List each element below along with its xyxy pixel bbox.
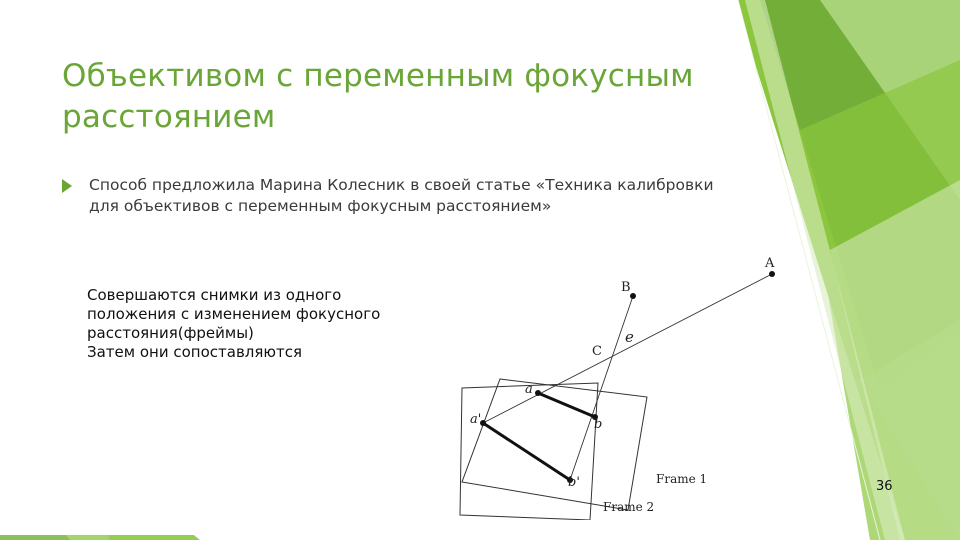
label-C: C xyxy=(592,344,602,359)
segment-a-b xyxy=(538,393,595,417)
segment-a-prime-b-prime xyxy=(483,423,570,480)
point-B xyxy=(630,293,636,299)
point-a xyxy=(535,390,541,396)
page-number: 36 xyxy=(876,479,893,494)
label-frame-2: Frame 2 xyxy=(603,500,655,514)
description-line: Совершаются снимки из одного xyxy=(87,286,342,304)
slide-title: Объективом с переменным фокусным расстоянием xyxy=(62,58,694,135)
bullet-arrow-icon xyxy=(62,179,72,193)
description-line: Затем они сопоставляются xyxy=(87,343,303,361)
ray-b xyxy=(570,296,633,480)
bullet-text: Способ предложила Марина Колесник в своей статье «Техника калибровки для объективов с переменным фокусным расстоянием» xyxy=(89,176,714,215)
description-text xyxy=(87,286,407,362)
zoom-calibration-diagram xyxy=(440,250,790,520)
description-line: положения с изменением фокусного xyxy=(87,305,381,323)
label-e: e xyxy=(625,328,634,346)
point-A xyxy=(769,271,775,277)
label-frame-1: Frame 1 xyxy=(656,472,708,486)
label-A: A xyxy=(765,256,775,271)
label-b-prime: b' xyxy=(568,475,580,490)
label-a: a xyxy=(525,382,533,397)
label-b: b xyxy=(594,417,603,432)
description-line: расстояния(фреймы) xyxy=(87,324,254,342)
ray-a xyxy=(483,274,772,423)
label-B: B xyxy=(621,280,631,295)
label-a-prime: a' xyxy=(470,412,482,427)
